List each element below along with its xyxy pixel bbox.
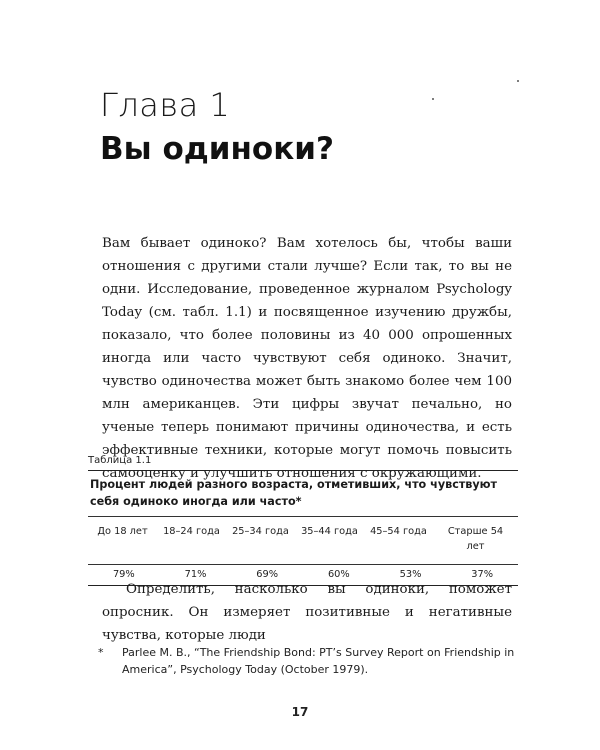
table-value-cell: 37% (471, 569, 494, 580)
table-value-cell: 69% (256, 569, 279, 580)
chapter-label: Глава 1 (100, 86, 231, 124)
table-header-row (88, 517, 518, 564)
chapter-title: Вы одиноки? (100, 131, 334, 167)
table-value-cell: 71% (184, 569, 207, 580)
table-header-cell: До 18 лет (97, 526, 148, 537)
table-caption: Таблица 1.1 (88, 455, 152, 466)
table-value-cell: 79% (112, 569, 135, 580)
page-number: 17 (291, 705, 309, 719)
table-header-cell: 18–24 года (163, 526, 220, 537)
footnote-marker: * (98, 646, 104, 659)
table-value-cell: 60% (327, 569, 350, 580)
scan-speck (432, 98, 434, 100)
table-title: Процент людей разного возраста, отметивших, что чувствуют себя одиноко иногда или часто* (88, 471, 518, 517)
table-value-cell: 53% (399, 569, 422, 580)
table-header-cell: 35–44 года (301, 526, 358, 537)
body-paragraph-questionnaire: Определить, насколько вы одиноки, поможет опросник. Он измеряет позитивные и негативные чувства, которые люди (102, 582, 512, 643)
table-header-cell: Старше 54 лет (447, 526, 504, 552)
footnote-text: Parlee M. B., “The Friendship Bond: PT’s Survey Report on Friendship in America”, Psychology Today (October 1979). (122, 646, 515, 676)
footnote (98, 644, 518, 678)
loneliness-table (88, 470, 518, 586)
table-header-cell: 45–54 года (370, 526, 427, 537)
scan-speck (517, 80, 519, 82)
body-paragraph-intro: Вам бывает одиноко? Вам хотелось бы, чтобы ваши отношения с другими стали лучше? Если так, то вы не одни. Исследование, проведенное журналом Psychology Today (см. табл. 1.1) и посвященное изучению дружбы, показало, что более половины из 40 000 опрошенных иногда или часто чувствуют себя одиноко. Значит, чувство одиночества может быть знакомо более чем 100 млн американцев. Эти цифры звучат печально, но ученые теперь понимают причины одиночества, и есть эффективные техники, которые могут помочь повысить самооценку и улучшить отношения с окружающими. (102, 236, 512, 481)
table-header-cell: 25–34 года (232, 526, 289, 537)
